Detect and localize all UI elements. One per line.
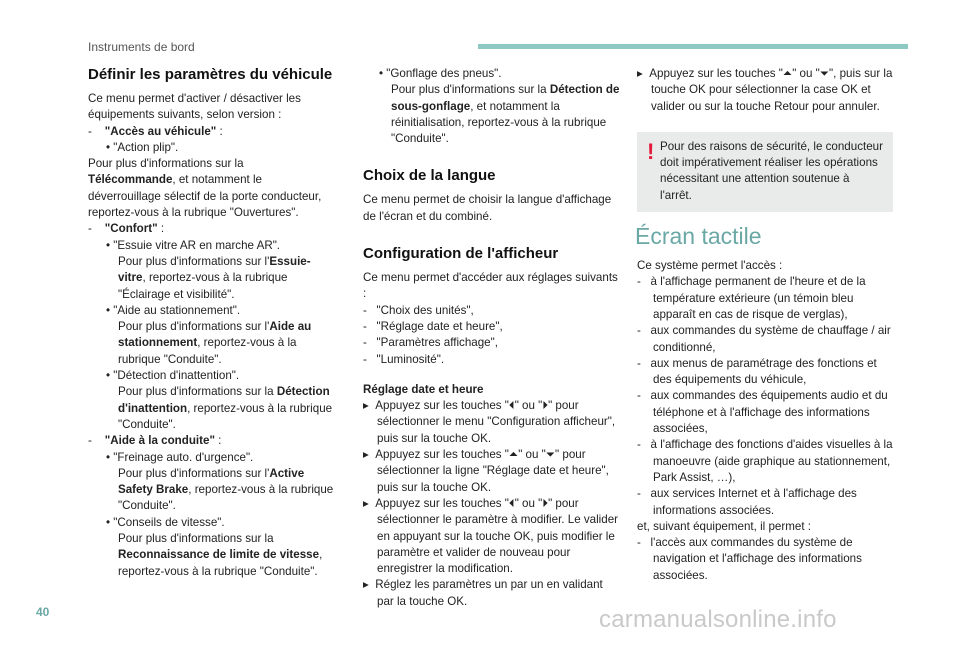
ecran-suivant: et, suivant équipement, il permet : bbox=[637, 519, 811, 533]
running-header: Instruments de bord bbox=[88, 40, 195, 54]
section-title-ecran: Écran tactile bbox=[635, 223, 762, 250]
step-item: ▸ Réglez les paramètres un par un en validant par la touche OK. bbox=[363, 578, 603, 608]
list-item: - "Aide à la conduite" : bbox=[88, 434, 222, 448]
info-text: Pour plus d'informations sur l'Active Safety Brake, reportez-vous à la rubrique "Conduite". bbox=[118, 466, 334, 513]
step-item: ▸ Appuyez sur les touches "⏴" ou "⏵" pour sélectionner le menu "Configuration afficheur", puis sur la touche OK. bbox=[363, 399, 616, 445]
list-item: • "Action plip". bbox=[106, 140, 179, 154]
list-item: • "Aide au stationnement". bbox=[106, 303, 241, 317]
safety-warning-box bbox=[637, 132, 893, 212]
warning-icon: ! bbox=[647, 138, 655, 164]
list-item: - "Accès au véhicule" : bbox=[88, 124, 223, 138]
ecran-intro: Ce système permet l'accès : bbox=[637, 259, 783, 273]
section-title-parametres: Définir les paramètres du véhicule bbox=[88, 66, 333, 83]
info-text: Pour plus d'informations sur la Télécommande, et notamment le déverrouillage sélectif de la porte conducteur, reportez-vous à la rubrique "Ouvertures". bbox=[88, 157, 322, 220]
list-item: - à l'affichage des fonctions d'aides visuelles à la manoeuvre (aide graphique au stationnement, Park Assist, …), bbox=[637, 438, 893, 484]
list-item: • "Essuie vitre AR en marche AR". bbox=[106, 238, 281, 252]
list-item: • "Freinage auto. d'urgence". bbox=[106, 450, 254, 464]
list-item: • "Gonflage des pneus". bbox=[379, 67, 502, 80]
column-3 bbox=[637, 66, 893, 584]
list-item: - aux commandes du système de chauffage / air conditionné, bbox=[637, 324, 891, 354]
list-item: - "Confort" : bbox=[88, 222, 165, 236]
info-text: Pour plus d'informations sur la Détection d'inattention, reportez-vous à la rubrique "Conduite". bbox=[118, 385, 333, 431]
info-text: Pour plus d'informations sur la Détection de sous-gonflage, et notamment la réinitialisation, reportez-vous à la rubrique "Conduite". bbox=[391, 83, 620, 146]
list-item: - "Réglage date et heure", bbox=[363, 319, 503, 333]
list-item: - aux commandes des équipements audio et du téléphone et à l'affichage des informations associées, bbox=[637, 389, 888, 436]
list-item: - l'accès aux commandes du système de navigation et l'affichage des informations associées. bbox=[637, 536, 862, 582]
section-title-langue: Choix de la langue bbox=[363, 167, 496, 185]
column-1 bbox=[88, 66, 334, 580]
langue-text: Ce menu permet de choisir la langue d'affichage de l'écran et du combiné. bbox=[363, 193, 612, 223]
list-item: - à l'affichage permanent de l'heure et de la température extérieure (un témoin bleu apparaît en cas de risque de verglas), bbox=[637, 275, 866, 321]
list-item: - "Luminosité". bbox=[363, 352, 445, 366]
list-item: • "Conseils de vitesse". bbox=[106, 515, 225, 529]
watermark: carmanualsonline.info bbox=[599, 606, 837, 633]
intro-text: Ce menu permet d'activer / désactiver les équipements suivants, selon version : bbox=[88, 92, 301, 122]
warning-text: Pour des raisons de sécurité, le conducteur doit impérativement réaliser les opérations nécessitant une attention soutenue à l'arrêt. bbox=[660, 139, 883, 202]
step-item: ▸ Appuyez sur les touches "⏶" ou "⏷", puis sur la touche OK pour sélectionner la case OK et valider ou sur la touche Retour pour annuler. bbox=[637, 67, 893, 113]
subsection-title-reglage: Réglage date et heure bbox=[363, 382, 484, 396]
section-title-configuration: Configuration de l'afficheur bbox=[363, 245, 559, 263]
info-text: Pour plus d'informations sur l'Aide au stationnement, reportez-vous à la rubrique "Conduite". bbox=[118, 320, 312, 366]
step-item: ▸ Appuyez sur les touches "⏴" ou "⏵" pour sélectionner le paramètre à modifier. Le valider en appuyant sur la touche OK, puis modifier le paramètre et valider de nouveau pour enregistrer la modification. bbox=[363, 496, 619, 576]
info-text: Pour plus d'informations sur la Reconnaissance de limite de vitesse, reportez-vous à la rubrique "Conduite". bbox=[118, 532, 323, 578]
list-item: - "Choix des unités", bbox=[363, 303, 474, 317]
info-text: Pour plus d'informations sur l'Essuie-vitre, reportez-vous à la rubrique "Éclairage et visibilité". bbox=[118, 254, 311, 301]
page-number: 40 bbox=[36, 605, 50, 619]
list-item: • "Détection d'inattention". bbox=[106, 369, 240, 383]
list-item: - aux menus de paramétrage des fonctions et des équipements du véhicule, bbox=[637, 356, 877, 387]
list-item: - "Paramètres affichage", bbox=[363, 336, 498, 350]
header-accent-bar bbox=[478, 44, 908, 49]
step-item: ▸ Appuyez sur les touches "⏶" ou "⏷" pour sélectionner la ligne "Réglage date et heure", puis sur la touche OK. bbox=[363, 448, 609, 494]
config-intro: Ce menu permet d'accéder aux réglages suivants : bbox=[363, 271, 618, 301]
column-2 bbox=[363, 66, 621, 610]
list-item: - aux services Internet et à l'affichage des informations associées. bbox=[637, 487, 857, 517]
